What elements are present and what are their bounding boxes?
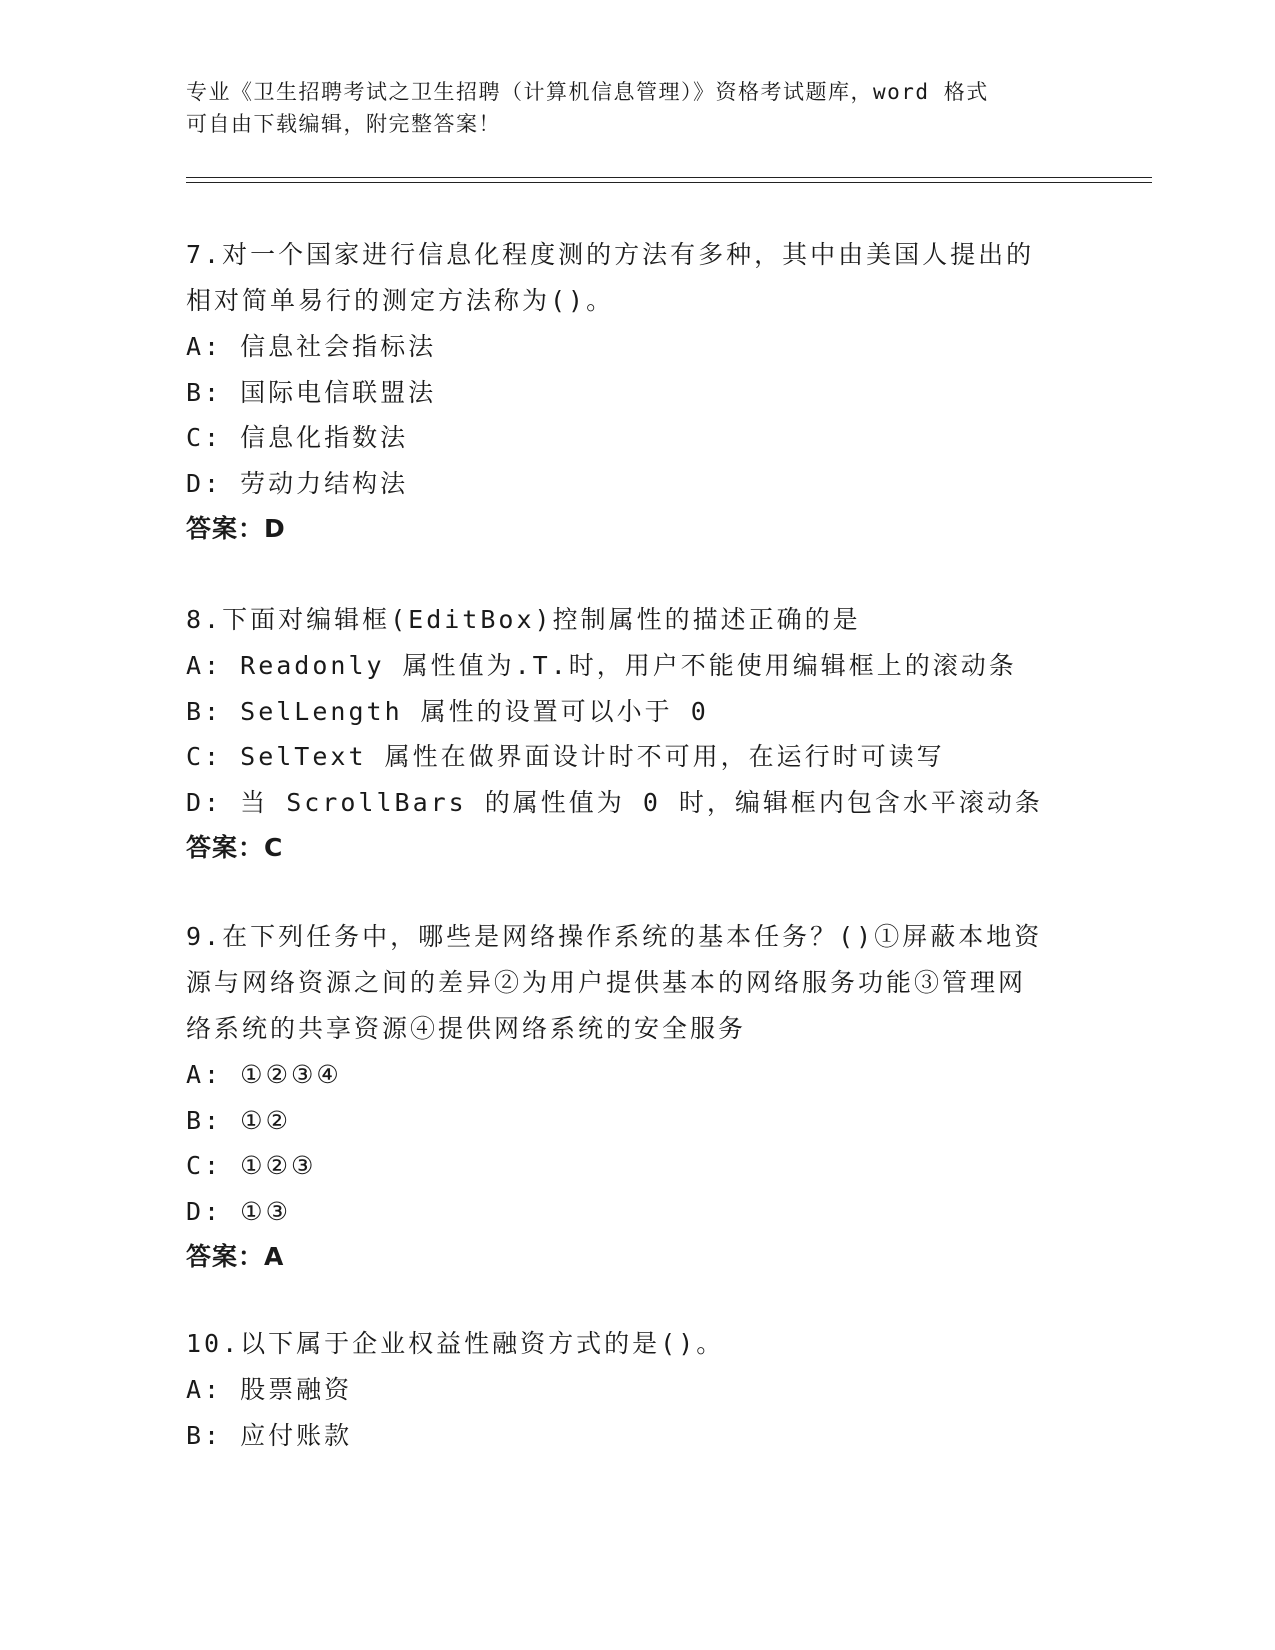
question-stem-line: 络系统的共享资源④提供网络系统的安全服务: [186, 1014, 747, 1043]
option-d: D: 劳动力结构法: [186, 468, 409, 498]
header-divider-top: [186, 177, 1152, 178]
option-b: B: 国际电信联盟法: [186, 377, 437, 407]
question-stem-line: 9.在下列任务中，哪些是网络操作系统的基本任务？()①屏蔽本地资: [186, 922, 1043, 951]
header-divider-bottom: [186, 182, 1152, 183]
option-a: A: ①②③④: [186, 1060, 342, 1089]
option-a: A: Readonly 属性值为.T.时，用户不能使用编辑框上的滚动条: [186, 651, 1017, 680]
option-d: D: 当 ScrollBars 的属性值为 0 时，编辑框内包含水平滚动条: [186, 787, 1043, 817]
question-9: [186, 914, 1086, 1280]
question-7: [186, 232, 1086, 552]
option-d: D: ①③: [186, 1196, 291, 1226]
option-a: A: 信息社会指标法: [186, 332, 437, 361]
question-stem-line: 相对简单易行的测定方法称为()。: [186, 286, 615, 315]
option-b: B: SelLength 属性的设置可以小于 0: [186, 696, 709, 726]
question-stem-line: 源与网络资源之间的差异②为用户提供基本的网络服务功能③管理网: [186, 968, 1027, 997]
option-c: C: ①②③: [186, 1151, 317, 1180]
question-8: [186, 597, 1086, 871]
answer-label: 答案：D: [186, 514, 286, 543]
option-b: B: 应付账款: [186, 1420, 353, 1450]
header-title-line-1: 专业《卫生招聘考试之卫生招聘（计算机信息管理）》资格考试题库，word 格式: [186, 80, 989, 104]
option-b: B: ①②: [186, 1105, 291, 1135]
question-stem-line: 8.下面对编辑框(EditBox)控制属性的描述正确的是: [186, 605, 861, 634]
document-header: [186, 76, 1086, 140]
question-stem-line: 10.以下属于企业权益性融资方式的是()。: [186, 1329, 725, 1358]
question-10: [186, 1321, 1086, 1458]
option-a: A: 股票融资: [186, 1375, 353, 1404]
question-stem-line: 7.对一个国家进行信息化程度测的方法有多种，其中由美国人提出的: [186, 240, 1035, 269]
answer-label: 答案：A: [186, 1242, 285, 1271]
answer-label: 答案：C: [186, 833, 284, 862]
header-title-line-2: 可自由下载编辑，附完整答案！: [186, 112, 501, 136]
option-c: C: SelText 属性在做界面设计时不可用，在运行时可读写: [186, 742, 945, 771]
option-c: C: 信息化指数法: [186, 423, 409, 452]
